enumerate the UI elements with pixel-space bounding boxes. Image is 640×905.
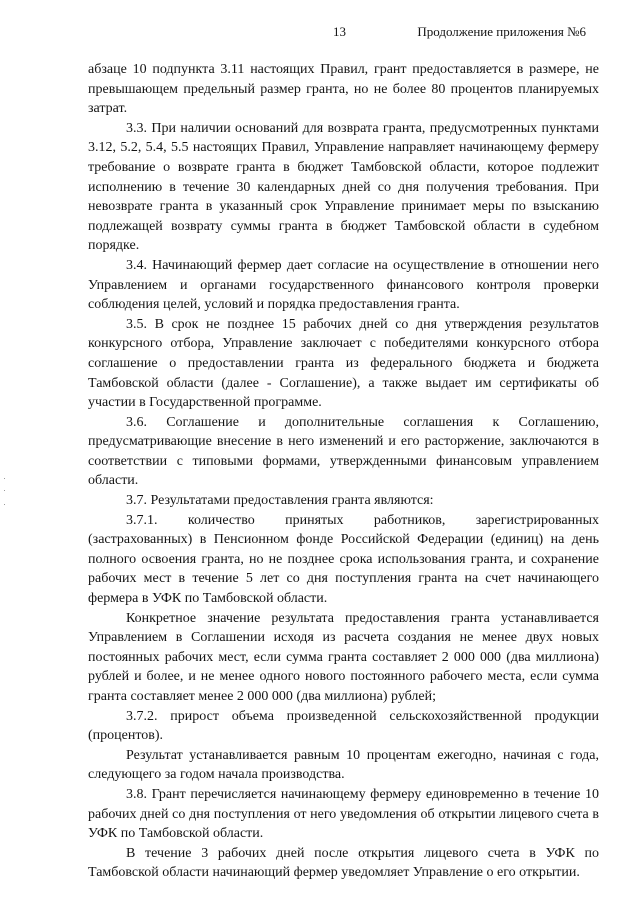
paragraph-3-5: 3.5. В срок не позднее 15 рабочих дней со дня утверждения результатов конкурсного отбора, Управление заключает с победителями конкурсного отбора соглашение о предоставлении гранта из федерального бюджета и бюджета Тамбовской области (далее - Соглашение), а также выдает им сертификаты об участии в Государственной программе. bbox=[88, 316, 599, 411]
paragraph-3-4: 3.4. Начинающий фермер дает согласие на осуществление в отношении него Управлением и органами государственного финансового контроля проверки соблюдения целей, условий и порядка предоставления гранта. bbox=[88, 257, 599, 313]
paragraph-account-notice: В течение 3 рабочих дней после открытия лицевого счета в УФК по Тамбовской области начинающий фермер уведомляет Управление о его открытии. bbox=[88, 845, 599, 881]
scan-margin-marks bbox=[4, 478, 6, 518]
paragraph-3-6: 3.6. Соглашение и дополнительные соглашения к Соглашению, предусматривающие внесение в него изменений и его расторжение, заключаются в соответствии с типовыми формами, утвержденными финансовым управлением области. bbox=[88, 414, 599, 489]
document-body bbox=[88, 60, 599, 883]
paragraph-result-rate: Результат устанавливается равным 10 процентам ежегодно, начиная с года, следующего за годом начала производства. bbox=[88, 747, 599, 783]
paragraph-result-value: Конкретное значение результата предоставления гранта устанавливается Управлением в Соглашении исходя из расчета создания не менее двух новых постоянных рабочих мест, если сумма гранта составляет 2 000 000 (два миллиона) рублей и более, и не менее одного нового постоянного рабочего места, если сумма гранта составляет менее 2 000 000 (два миллиона) рублей; bbox=[88, 610, 599, 704]
page-number: 13 bbox=[333, 24, 346, 39]
paragraph-3-8: 3.8. Грант перечисляется начинающему фермеру единовременно в течение 10 рабочих дней со дня поступления от него уведомления об открытии лицевого счета в УФК по Тамбовской области. bbox=[88, 786, 599, 842]
paragraph-3-7-2: 3.7.2. прирост объема произведенной сельскохозяйственной продукции (процентов). bbox=[88, 708, 599, 744]
paragraph-3-7: 3.7. Результатами предоставления гранта являются: bbox=[126, 493, 434, 509]
appendix-continuation-note: Продолжение приложения №6 bbox=[417, 24, 586, 39]
paragraph-3-3: 3.3. При наличии оснований для возврата гранта, предусмотренных пунктами 3.12, 5.2, 5.4, 5.5 настоящих Правил, Управление направляет начинающему фермеру требование о возврате гранта в бюджет Тамбовской области, которое подлежит исполнению в течение 30 календарных дней со дня получения требования. При невозврате гранта в указанный срок Управление принимает меры по взысканию подлежащей возврату суммы гранта в бюджет Тамбовской области в судебном порядке. bbox=[88, 120, 599, 254]
paragraph-3-7-1: 3.7.1. количество принятых работников, зарегистрированных (застрахованных) в Пенсионном фонде Российской Федерации (единиц) на день полного освоения гранта, но не позднее срока использования гранта, и сохранение рабочих мест в течение 5 лет со дня поступления гранта на счет начинающего фермера в УФК по Тамбовской области. bbox=[88, 512, 599, 607]
page-header bbox=[0, 24, 640, 44]
paragraph-continuation: абзаце 10 подпункта 3.11 настоящих Правил, грант предоставляется в размере, не превышающем предельный размер гранта, но не более 80 процентов планируемых затрат. bbox=[88, 62, 599, 117]
